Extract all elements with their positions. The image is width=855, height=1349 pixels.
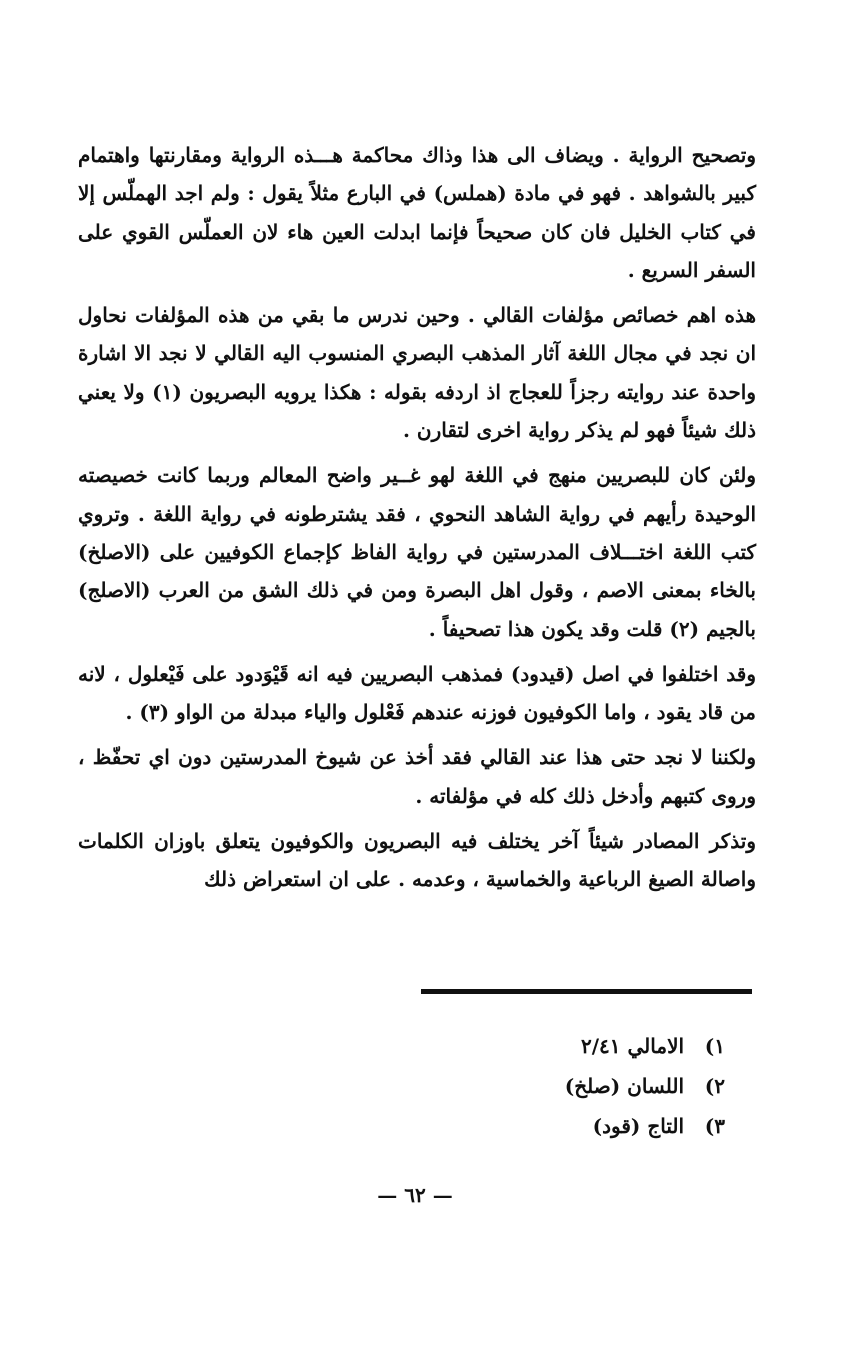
footnote-1 <box>565 1026 725 1066</box>
page-number: — ٦٢ — <box>377 1183 453 1207</box>
paragraph-4: وقد اختلفوا في اصل (قيدود) فمذهب البصريين فيه انه قَيْوَدود على فَيْعلول ، لانه من قاد يقود ، واما الكوفيون فوزنه عندهم فَعْلول والياء مبدلة من الواو (٣) . <box>78 661 756 725</box>
footnotes <box>565 1026 725 1146</box>
footnote-number: ٢) <box>704 1074 725 1098</box>
footnote-text: التاج (قود) <box>592 1114 685 1138</box>
body-text <box>78 136 756 899</box>
footnote-divider <box>421 989 752 994</box>
paragraph-3: ولئن كان للبصريين منهج في اللغة لهو غــير واضح المعالم وربما كانت خصيصته الوحيدة رأيهم في رواية الشاهد النحوي ، فقد يشترطونه في رواية اللغة . وتروي كتب اللغة اختـــلاف المدرستين في رواية الفاظ كإجماع الكوفيين على (الاصلخ) بالخاء بمعنى الاصم ، وقول اهل البصرة ومن في ذلك الشق من العرب (الاصلج) بالجيم (٢) قلت وقد يكون هذا تصحيفاً . <box>78 463 756 641</box>
footnote-2 <box>565 1066 725 1106</box>
footnote-text: اللسان (صلخ) <box>564 1074 685 1098</box>
footnote-text: الامالي ٢/٤١ <box>581 1034 685 1058</box>
paragraph-6: وتذكر المصادر شيئاً آخر يختلف فيه البصريون والكوفيون يتعلق باوزان الكلمات واصالة الصيغ الرباعية والخماسية ، وعدمه . على ان استعراض ذلك <box>78 829 756 892</box>
paragraph-2: هذه اهم خصائص مؤلفات القالي . وحين ندرس ما بقي من هذه المؤلفات نحاول ان نجد في مجال اللغة آثار المذهب البصري المنسوب اليه القالي لا نجد الا اشارة واحدة عند روايته رجزاً للعجاج اذ اردفه بقوله : هكذا يرويه البصريون (١) ولا يعني ذلك شيئاً فهو لم يذكر رواية اخرى لتقارن . <box>78 303 756 443</box>
footnote-number: ١) <box>704 1034 725 1058</box>
paragraph-5: ولكننا لا نجد حتى هذا عند القالي فقد أخذ عن شيوخ المدرستين دون اي تحفّظ ، وروى كتبهم وأدخل ذلك كله في مؤلفاته . <box>78 745 756 808</box>
footnote-3 <box>565 1106 725 1146</box>
paragraph-1: وتصحيح الرواية . ويضاف الى هذا وذاك محاكمة هـــذه الرواية ومقارنتها واهتمام كبير بالشواهد . فهو في مادة (هملس) في البارع مثلاً يقول : ولم اجد الهملّس إلا في كتاب الخليل فان كان صحيحاً فإنما ابدلت العين هاء لان العملّس القوي على السفر السريع . <box>78 143 756 282</box>
footnote-number: ٣) <box>704 1114 725 1138</box>
